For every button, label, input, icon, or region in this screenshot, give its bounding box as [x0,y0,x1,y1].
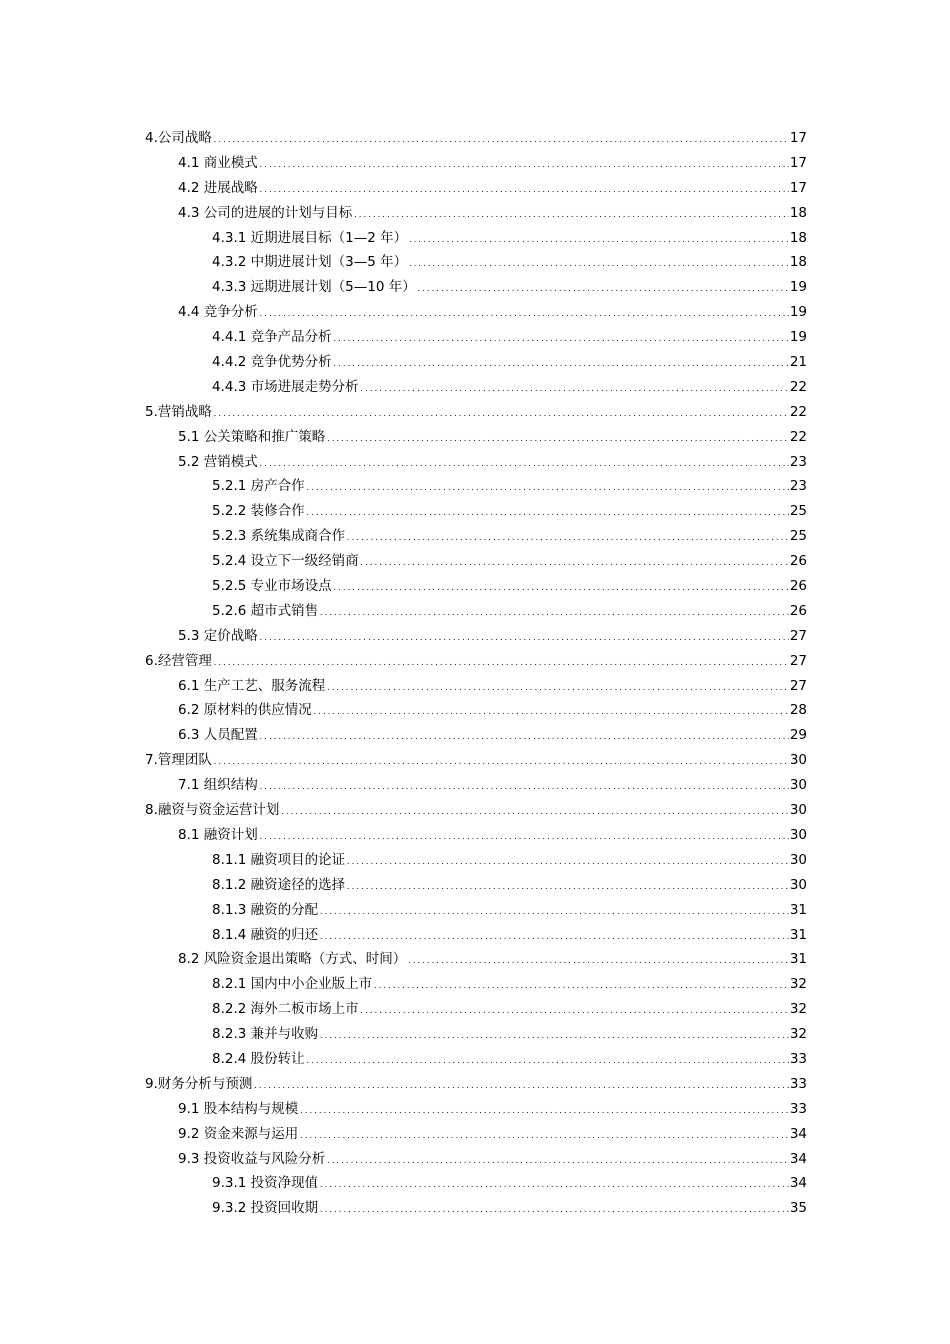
toc-entry-page-number: 30 [789,777,807,794]
toc-entry-title: 4.2 进展战略 [178,179,258,196]
toc-dot-leader [259,452,789,477]
toc-entry-title: 4.1 商业模式 [178,154,258,171]
toc-entry-title: 8.2.3 兼并与收购 [212,1026,319,1043]
toc-entry-title: 5.2.6 超市式销售 [212,602,319,619]
toc-dot-leader [299,1099,789,1124]
toc-entry[interactable] [145,823,807,848]
toc-entry-page-number: 26 [789,578,807,595]
toc-entry-title: 6.3 人员配置 [178,727,258,744]
toc-entry[interactable] [145,748,807,773]
toc-dot-leader [306,476,789,501]
toc-entry-title: 6.经营管理 [145,652,212,669]
toc-entry-title: 4.3.3 远期进展计划（5—10 年） [212,279,416,296]
toc-entry-page-number: 33 [789,1075,807,1092]
toc-dot-leader [407,949,789,974]
toc-entry-page-number: 21 [789,354,807,371]
toc-entry-title: 5.2 营销模式 [178,453,258,470]
toc-dot-leader [313,700,789,725]
toc-entry-title: 4.3.2 中期进展计划（3—5 年） [212,254,408,271]
toc-dot-leader [213,651,789,676]
toc-dot-leader [346,875,789,900]
toc-dot-leader [346,850,789,875]
toc-entry-page-number: 18 [789,229,807,246]
toc-dot-leader [259,302,789,327]
toc-dot-leader [213,128,789,153]
toc-entry-title: 8.2.1 国内中小企业版上市 [212,976,373,993]
toc-dot-leader [333,327,789,352]
toc-entry-title: 9.3.2 投资回收期 [212,1200,319,1217]
toc-entry-page-number: 23 [789,453,807,470]
toc-entry[interactable] [145,773,807,798]
toc-entry[interactable] [145,972,807,997]
toc-entry-title: 5.营销战略 [145,403,212,420]
toc-entry-page-number: 17 [789,154,807,171]
toc-entry-page-number: 22 [789,428,807,445]
toc-dot-leader [259,178,789,203]
toc-entry-page-number: 31 [789,901,807,918]
toc-entry-page-number: 30 [789,752,807,769]
toc-entry-title: 8.1.4 融资的归还 [212,926,319,943]
toc-dot-leader [408,228,789,253]
toc-entry[interactable] [145,425,807,450]
toc-entry[interactable] [145,499,807,524]
toc-entry-title: 5.2.4 设立下一级经销商 [212,553,359,570]
toc-entry[interactable] [145,873,807,898]
toc-entry[interactable] [145,599,807,624]
toc-entry-title: 9.2 资金来源与运用 [178,1125,299,1142]
toc-entry-page-number: 30 [789,876,807,893]
toc-entry[interactable] [145,300,807,325]
toc-entry-page-number: 17 [789,179,807,196]
toc-entry[interactable] [145,698,807,723]
toc-entry[interactable] [145,1171,807,1196]
toc-entry-title: 8.融资与资金运营计划 [145,802,280,819]
toc-entry-page-number: 26 [789,602,807,619]
toc-entry[interactable] [145,574,807,599]
toc-entry-title: 9.3.1 投资净现值 [212,1175,319,1192]
toc-entry[interactable] [145,1022,807,1047]
toc-entry-title: 9.3 投资收益与风险分析 [178,1150,326,1167]
toc-entry[interactable] [145,400,807,425]
toc-dot-leader [408,252,789,277]
toc-entry-page-number: 31 [789,926,807,943]
toc-dot-leader [360,377,789,402]
toc-entry-page-number: 17 [789,130,807,146]
toc-entry-page-number: 18 [789,204,807,221]
toc-entry[interactable] [145,1122,807,1147]
toc-dot-leader [353,203,789,228]
toc-entry-title: 6.1 生产工艺、服务流程 [178,677,326,694]
toc-dot-leader [280,800,788,825]
toc-entry-title: 5.3 定价战略 [178,627,258,644]
toc-entry-page-number: 33 [789,1050,807,1067]
toc-entry[interactable] [145,151,807,176]
toc-entry[interactable] [145,1047,807,1072]
toc-entry[interactable] [145,549,807,574]
toc-entry-page-number: 28 [789,702,807,719]
toc-entry-page-number: 34 [789,1175,807,1192]
toc-entry-title: 4.公司战略 [145,130,212,146]
toc-entry-page-number: 25 [789,528,807,545]
toc-dot-leader [259,775,789,800]
toc-entry-page-number: 22 [789,403,807,420]
toc-entry[interactable] [145,1072,807,1097]
toc-entry[interactable] [145,350,807,375]
toc-dot-leader [333,576,789,601]
toc-dot-leader [319,900,789,925]
toc-entry[interactable] [145,674,807,699]
toc-entry-page-number: 34 [789,1125,807,1142]
toc-entry-page-number: 32 [789,1001,807,1018]
toc-entry-title: 6.2 原材料的供应情况 [178,702,312,719]
toc-entry-page-number: 26 [789,553,807,570]
toc-dot-leader [299,1124,789,1149]
toc-dot-leader [306,501,789,526]
toc-entry-page-number: 30 [789,851,807,868]
toc-entry-title: 7.管理团队 [145,752,212,769]
toc-entry-page-number: 19 [789,304,807,321]
toc-entry-page-number: 22 [789,378,807,395]
toc-dot-leader [360,999,789,1024]
toc-entry-title: 4.3 公司的进展的计划与目标 [178,204,353,221]
toc-entry-page-number: 27 [789,652,807,669]
toc-entry-page-number: 25 [789,503,807,520]
toc-entry-page-number: 18 [789,254,807,271]
toc-entry[interactable] [145,997,807,1022]
toc-entry-title: 8.1.3 融资的分配 [212,901,319,918]
toc-entry-title: 8.2.2 海外二板市场上市 [212,1001,359,1018]
toc-entry-page-number: 30 [789,826,807,843]
toc-entry[interactable] [145,275,807,300]
toc-entry[interactable] [145,524,807,549]
toc-entry[interactable] [145,723,807,748]
toc-entry[interactable] [145,624,807,649]
toc-dot-leader [319,1198,789,1223]
toc-entry-page-number: 19 [789,279,807,296]
toc-entry[interactable] [145,250,807,275]
toc-entry-title: 5.2.5 专业市场设点 [212,578,332,595]
toc-entry[interactable] [145,126,807,151]
toc-dot-leader [306,1049,789,1074]
toc-dot-leader [417,277,789,302]
toc-entry-page-number: 31 [789,951,807,968]
toc-entry-title: 5.2.1 房产合作 [212,478,305,495]
toc-entry[interactable] [145,798,807,823]
toc-dot-leader [253,1074,788,1099]
toc-entry-page-number: 34 [789,1150,807,1167]
toc-dot-leader [346,526,789,551]
toc-entry-title: 8.1.1 融资项目的论证 [212,851,346,868]
toc-entry-title: 4.4.2 竞争优势分析 [212,354,332,371]
toc-entry[interactable] [145,201,807,226]
toc-dot-leader [319,1024,789,1049]
toc-entry-page-number: 35 [789,1200,807,1217]
toc-entry-title: 9.1 股本结构与规模 [178,1100,299,1117]
toc-entry[interactable] [145,898,807,923]
toc-entry[interactable] [145,375,807,400]
toc-dot-leader [326,1149,789,1174]
toc-entry[interactable] [145,1097,807,1122]
toc-entry[interactable] [145,649,807,674]
toc-entry-page-number: 23 [789,478,807,495]
table-of-contents [145,126,807,1221]
toc-dot-leader [319,925,789,950]
toc-entry-title: 8.1.2 融资途径的选择 [212,876,346,893]
toc-entry[interactable] [145,176,807,201]
toc-dot-leader [259,825,789,850]
toc-entry-title: 7.1 组织结构 [178,777,258,794]
toc-entry-page-number: 29 [789,727,807,744]
toc-entry-title: 4.3.1 近期进展目标（1—2 年） [212,229,408,246]
toc-entry[interactable] [145,226,807,251]
toc-dot-leader [259,725,789,750]
toc-entry[interactable] [145,450,807,475]
toc-entry[interactable] [145,1196,807,1221]
toc-dot-leader [319,1173,789,1198]
toc-entry[interactable] [145,325,807,350]
toc-dot-leader [373,974,789,999]
toc-entry[interactable] [145,474,807,499]
toc-entry-page-number: 19 [789,329,807,346]
toc-dot-leader [259,153,789,178]
toc-dot-leader [319,601,789,626]
toc-entry[interactable] [145,923,807,948]
toc-dot-leader [326,676,789,701]
toc-entry-title: 9.财务分析与预测 [145,1075,253,1092]
toc-entry-title: 8.2.4 股份转让 [212,1050,305,1067]
toc-entry-page-number: 32 [789,1026,807,1043]
toc-dot-leader [333,352,789,377]
toc-entry-title: 8.1 融资计划 [178,826,258,843]
toc-dot-leader [259,626,789,651]
toc-dot-leader [213,402,789,427]
toc-entry-title: 4.4.3 市场进展走势分析 [212,378,359,395]
toc-entry-title: 4.4.1 竞争产品分析 [212,329,332,346]
toc-entry-page-number: 27 [789,627,807,644]
toc-entry-title: 8.2 风险资金退出策略（方式、时间） [178,951,407,968]
toc-entry[interactable] [145,848,807,873]
toc-entry-page-number: 32 [789,976,807,993]
toc-entry-page-number: 30 [789,802,807,819]
toc-entry-page-number: 27 [789,677,807,694]
toc-entry-title: 4.4 竞争分析 [178,304,258,321]
toc-dot-leader [360,551,789,576]
toc-entry-page-number: 33 [789,1100,807,1117]
toc-entry-title: 5.2.2 装修合作 [212,503,305,520]
toc-entry[interactable] [145,947,807,972]
toc-entry-title: 5.1 公关策略和推广策略 [178,428,326,445]
toc-dot-leader [326,427,789,452]
toc-dot-leader [213,750,789,775]
toc-entry-title: 5.2.3 系统集成商合作 [212,528,346,545]
toc-entry[interactable] [145,1147,807,1172]
